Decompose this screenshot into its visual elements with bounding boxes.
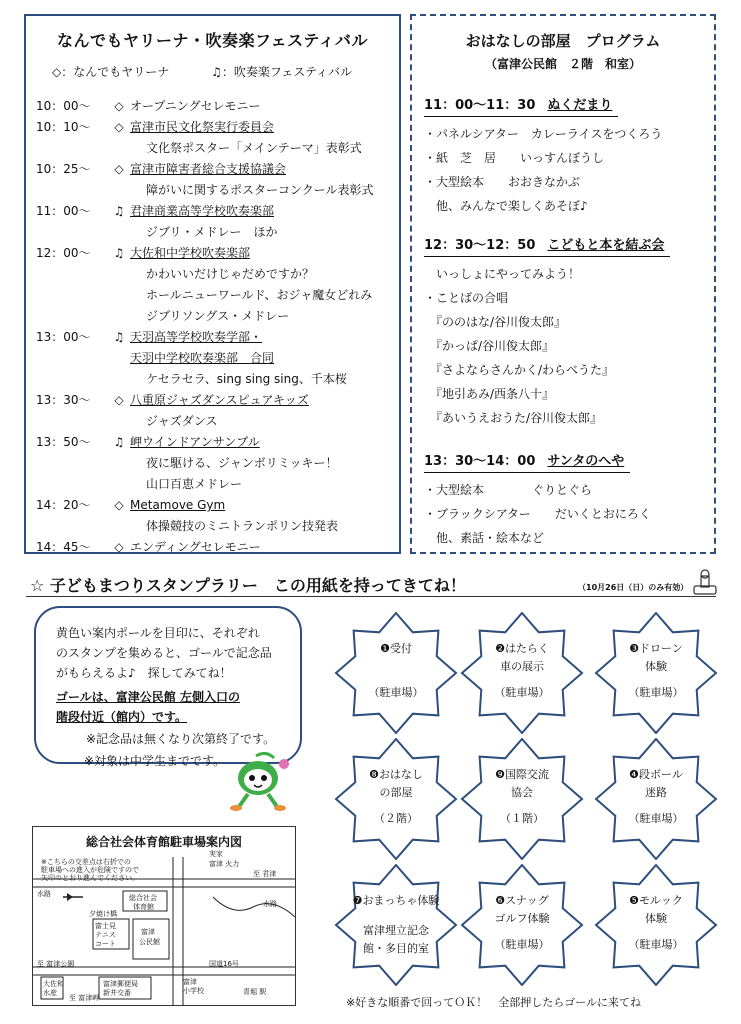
- station-number: ❸: [629, 642, 640, 655]
- station-name-2: 体験: [645, 660, 667, 673]
- map-label: テニス: [95, 931, 116, 939]
- schedule-detail: ジャズダンス: [146, 414, 218, 428]
- station-name: スナッグ: [505, 894, 549, 907]
- station-label: [332, 766, 460, 782]
- schedule-detail: 天羽中学校吹奏楽部 合同: [130, 351, 275, 365]
- schedule-row: [26, 285, 401, 305]
- schedule-row: [26, 453, 401, 473]
- schedule-event: エンディングセレモニー: [130, 540, 261, 554]
- schedule-event: Metamove Gym: [130, 498, 226, 512]
- session-item: ・パネルシアター カレーライスをつくろう: [424, 127, 663, 141]
- diamond-icon: ◇: [114, 162, 124, 176]
- station-location: （駐車場）: [368, 686, 424, 699]
- schedule-row: [26, 306, 401, 326]
- stamp-station: [458, 738, 586, 860]
- station-location: 富津埋立記念: [363, 924, 429, 937]
- schedule-event: オープニングセレモニー: [130, 99, 261, 113]
- music-note-icon: ♫: [113, 435, 125, 449]
- station-name: 国際交流: [504, 768, 549, 781]
- bubble-line-2: のスタンプを集めると、ゴールで記念品: [56, 646, 272, 660]
- instruction-bubble: [34, 606, 302, 764]
- diamond-icon: ◇: [114, 99, 124, 113]
- schedule-detail: 文化祭ポスター「メインテーマ」表彰式: [146, 141, 362, 155]
- schedule-row: [26, 390, 401, 410]
- schedule-row: [26, 474, 401, 494]
- station-number: ❹: [629, 768, 640, 781]
- schedule-row: [26, 411, 401, 431]
- map-label: 大佐和: [43, 980, 64, 988]
- station-location: （駐車場）: [628, 812, 684, 825]
- station-label: [332, 640, 460, 656]
- map-label: 水路: [37, 890, 51, 898]
- schedule-time: 10：25～: [36, 162, 91, 176]
- schedule-row: [26, 117, 401, 137]
- schedule-time: 10：00～: [36, 99, 91, 113]
- schedule-time: 14：45～: [36, 540, 91, 554]
- station-location: （駐車場）: [628, 686, 684, 699]
- stamp-station: [332, 738, 460, 860]
- bubble-line-3: がもらえるよ♪ 探してみてね！: [56, 666, 232, 680]
- session-name: サンタのへや: [547, 454, 625, 469]
- schedule-row: [26, 243, 401, 263]
- schedule-time: 11：00～: [36, 204, 91, 218]
- station-name-2: の部屋: [379, 786, 413, 799]
- map-label: 至 君津: [253, 870, 277, 878]
- legend-yarina: ◇：なんでもヤリーナ: [52, 65, 170, 79]
- schedule-detail: 山口百恵メドレー: [146, 477, 243, 491]
- schedule-event: 君津商業高等学校吹奏楽部: [130, 204, 275, 218]
- map-label: 富津郵便局: [103, 980, 138, 988]
- story-room-box: [410, 14, 716, 554]
- map-label: 総合社会: [129, 894, 157, 902]
- session-item: 『さよならさんかく/わらべうた』: [424, 363, 615, 377]
- station-name-2: 車の展示: [500, 660, 544, 673]
- schedule-detail: 夜に駆ける、ジャンボリミッキー！: [146, 456, 338, 470]
- map-label: 至 富津岬: [69, 994, 100, 1002]
- schedule-row: [26, 159, 401, 179]
- session-item: 『ののはな/谷川俊太郎』: [424, 315, 567, 329]
- station-name: モルック: [638, 894, 683, 907]
- schedule-row: [26, 96, 401, 116]
- session-item: 他、素話・絵本など: [424, 531, 545, 545]
- map-label: 実家: [209, 850, 223, 858]
- festival-legend: [52, 63, 392, 80]
- session-header: [424, 96, 618, 117]
- music-note-icon: ♫: [113, 246, 125, 260]
- station-label: [458, 766, 586, 782]
- map-drawing: [33, 827, 295, 1005]
- festival-title: なんでもヤリーナ・吹奏楽フェスティバル: [56, 31, 369, 50]
- schedule-event: 富津市民文化祭実行委員会: [130, 120, 275, 134]
- station-location: （駐車場）: [628, 938, 684, 951]
- map-note-1: ※こちらの交差点は右折での: [41, 858, 131, 866]
- schedule-event: 富津市障害者総合支援協議会: [130, 162, 287, 176]
- legend-brass: ♫：吹奏楽フェスティバル: [211, 65, 353, 79]
- schedule-time: 13：50～: [36, 435, 91, 449]
- schedule-row: [26, 264, 401, 284]
- station-label: [332, 892, 460, 908]
- rally-footer-note: ※好きな順番で回ってＯＫ！ 全部押したらゴールに来てね: [346, 996, 641, 1009]
- map-label: 至 富津公園: [37, 960, 75, 968]
- schedule-detail: ホールニューワールド、おジャ魔女どれみ: [146, 288, 373, 302]
- map-label: 青堀 駅: [243, 988, 267, 996]
- stamp-station: [332, 864, 460, 986]
- note-target: ※対象は中学生までです。: [84, 754, 226, 768]
- music-note-icon: ♫: [113, 204, 125, 218]
- station-number: ❼: [352, 894, 363, 907]
- diamond-icon: ◇: [114, 393, 124, 407]
- map-label: 富津: [141, 928, 155, 936]
- station-number: ❷: [495, 642, 505, 655]
- schedule-row: [26, 537, 401, 557]
- schedule-time: 13：30～: [36, 393, 91, 407]
- station-name: ドローン: [639, 642, 683, 655]
- station-name: おまっちゃ体験: [362, 894, 440, 907]
- session-item: 『地引あみ/西条八十』: [424, 387, 555, 401]
- session-time: 13：30～14：00: [424, 454, 536, 469]
- station-name: はたらく: [504, 642, 549, 655]
- map-label: 公民館: [139, 938, 160, 946]
- schedule-row: [26, 138, 401, 158]
- schedule-event: 天羽高等学校吹奏学部・: [130, 330, 263, 344]
- schedule-detail: ケセラセラ、sing sing sing、千本桜: [146, 372, 347, 386]
- schedule-detail: 体操競技のミニトランポリン技発表: [146, 519, 339, 533]
- session-item: 他、みんなで楽しくあそぼ♪: [424, 199, 588, 213]
- goal-line-2: 階段付近（館内）です。: [56, 710, 188, 724]
- stamp-station: [592, 612, 720, 734]
- schedule-detail: ジブリ・メドレー ほか: [146, 225, 278, 239]
- session-item: 『かっぱ/谷川俊太郎』: [424, 339, 555, 353]
- session-item: 『あいうえおうた/谷川俊太郎』: [424, 411, 603, 425]
- station-location-2: 館・多目的室: [363, 942, 429, 955]
- star-shape: [332, 612, 460, 734]
- story-room-subtitle: （富津公民館 ２階 和室）: [484, 57, 641, 71]
- map-label: 体育館: [133, 903, 154, 911]
- station-name: 受付: [389, 642, 412, 655]
- schedule-row: [26, 432, 401, 452]
- diamond-icon: ◇: [114, 540, 124, 554]
- map-label: 夕焼け橋: [89, 910, 117, 918]
- map-label: 富士見: [95, 922, 116, 930]
- schedule-event: 大佐和中学校吹奏楽部: [130, 246, 251, 260]
- map-label: 水路: [263, 900, 277, 908]
- diamond-icon: ◇: [114, 120, 124, 134]
- schedule-time: 10：10～: [36, 120, 91, 134]
- session-time: 11：00～11：30: [424, 98, 536, 113]
- map-label: 水産: [43, 989, 57, 997]
- station-location: （駐車場）: [494, 938, 550, 951]
- festival-schedule-box: [24, 14, 401, 554]
- schedule-row: [26, 495, 401, 515]
- session-item: ・ブラックシアター だいくとおにろく: [424, 507, 651, 521]
- station-name: 段ボール: [639, 768, 683, 781]
- station-name-2: ゴルフ体験: [494, 912, 550, 925]
- schedule-row: [26, 201, 401, 221]
- map-label: 富津: [183, 978, 197, 986]
- schedule-row: [26, 180, 401, 200]
- station-label: [592, 640, 720, 656]
- story-room-title: おはなしの部屋 プログラム: [465, 32, 661, 50]
- map-label: コート: [95, 940, 116, 948]
- map-label: 小学校: [183, 987, 204, 995]
- stamp-station: [332, 612, 460, 734]
- stamp-rally-heading: ☆ 子どもまつりスタンプラリー この用紙を持ってきてね！: [30, 576, 466, 595]
- station-location: （１階）: [500, 812, 544, 825]
- stamp-station: [458, 612, 586, 734]
- heading-underline: [26, 596, 716, 597]
- session-header: [424, 452, 630, 473]
- session-time: 12：30～12：50: [424, 238, 536, 253]
- parking-guide-map: [32, 826, 296, 1006]
- schedule-row: [26, 516, 401, 536]
- session-name: こどもと本を結ぶ会: [547, 238, 665, 253]
- stamp-station: [592, 864, 720, 986]
- stamp-station: [592, 738, 720, 860]
- stamp-station: [458, 864, 586, 986]
- schedule-row: [26, 222, 401, 242]
- session-item: いっしょにやってみよう！: [424, 267, 581, 281]
- station-name-2: 協会: [511, 786, 533, 799]
- map-note-3: 矢印のとおり進んでください。: [41, 874, 139, 882]
- schedule-event: 岬ウインドアンサンブル: [130, 435, 260, 449]
- bubble-line-1: 黄色い案内ポールを目印に、それぞれ: [56, 626, 260, 640]
- schedule-row: [26, 327, 401, 347]
- stamp-hand-icon: [690, 568, 720, 596]
- station-number: ❽: [369, 768, 379, 781]
- schedule-time: 12：00～: [36, 246, 91, 260]
- station-label: [592, 892, 720, 908]
- session-item: ・ことばの合唱: [424, 291, 509, 305]
- music-note-icon: ♫: [113, 330, 125, 344]
- schedule-event: 八重原ジャズダンスピュアキッズ: [130, 393, 309, 407]
- stamp-rally-date-note: （10月26日（日）のみ有効）: [578, 583, 689, 592]
- schedule-detail: 障がいに関するポスターコンクール表彰式: [146, 183, 374, 197]
- schedule-time: 14：20～: [36, 498, 91, 512]
- diamond-icon: ◇: [114, 498, 124, 512]
- schedule-time: 13：00～: [36, 330, 91, 344]
- station-number: ❾: [495, 768, 505, 781]
- station-number: ❶: [380, 642, 390, 655]
- mascot-character-icon: [226, 752, 296, 812]
- map-label: 富津 火力: [209, 860, 240, 868]
- station-name-2: 迷路: [645, 786, 667, 799]
- station-location: （駐車場）: [494, 686, 550, 699]
- schedule-row: [26, 369, 401, 389]
- station-name: おはなし: [378, 768, 423, 781]
- map-label: 新井交番: [103, 989, 131, 997]
- session-item: ・紙 芝 居 いっすんぼうし: [424, 151, 605, 165]
- station-label: [458, 892, 586, 908]
- station-name-2: 体験: [645, 912, 667, 925]
- map-title: 総合社会体育館駐車場案内図: [85, 835, 242, 849]
- station-label: [458, 640, 586, 656]
- note-limit: ※記念品は無くなり次第終了です。: [86, 732, 276, 746]
- station-number: ❺: [629, 894, 639, 907]
- schedule-detail: かわいいだけじゃだめですか？: [146, 267, 315, 281]
- session-name: ぬくだまり: [547, 98, 613, 113]
- station-location: （２階）: [374, 812, 418, 825]
- schedule-row: [26, 348, 401, 368]
- schedule-detail: ジブリソングス・メドレー: [146, 309, 290, 323]
- map-label: 国道16号: [209, 960, 239, 968]
- station-label: [592, 766, 720, 782]
- goal-line-1: ゴールは、富津公民館 左側入口の: [56, 690, 240, 704]
- session-item: ・大型絵本 おおきなかぶ: [424, 175, 581, 189]
- session-header: [424, 236, 670, 257]
- map-note-2: 駐車場への進入が危険ですので: [41, 866, 139, 874]
- station-number: ❻: [495, 894, 506, 907]
- session-item: ・大型絵本 ぐりとぐら: [424, 483, 593, 497]
